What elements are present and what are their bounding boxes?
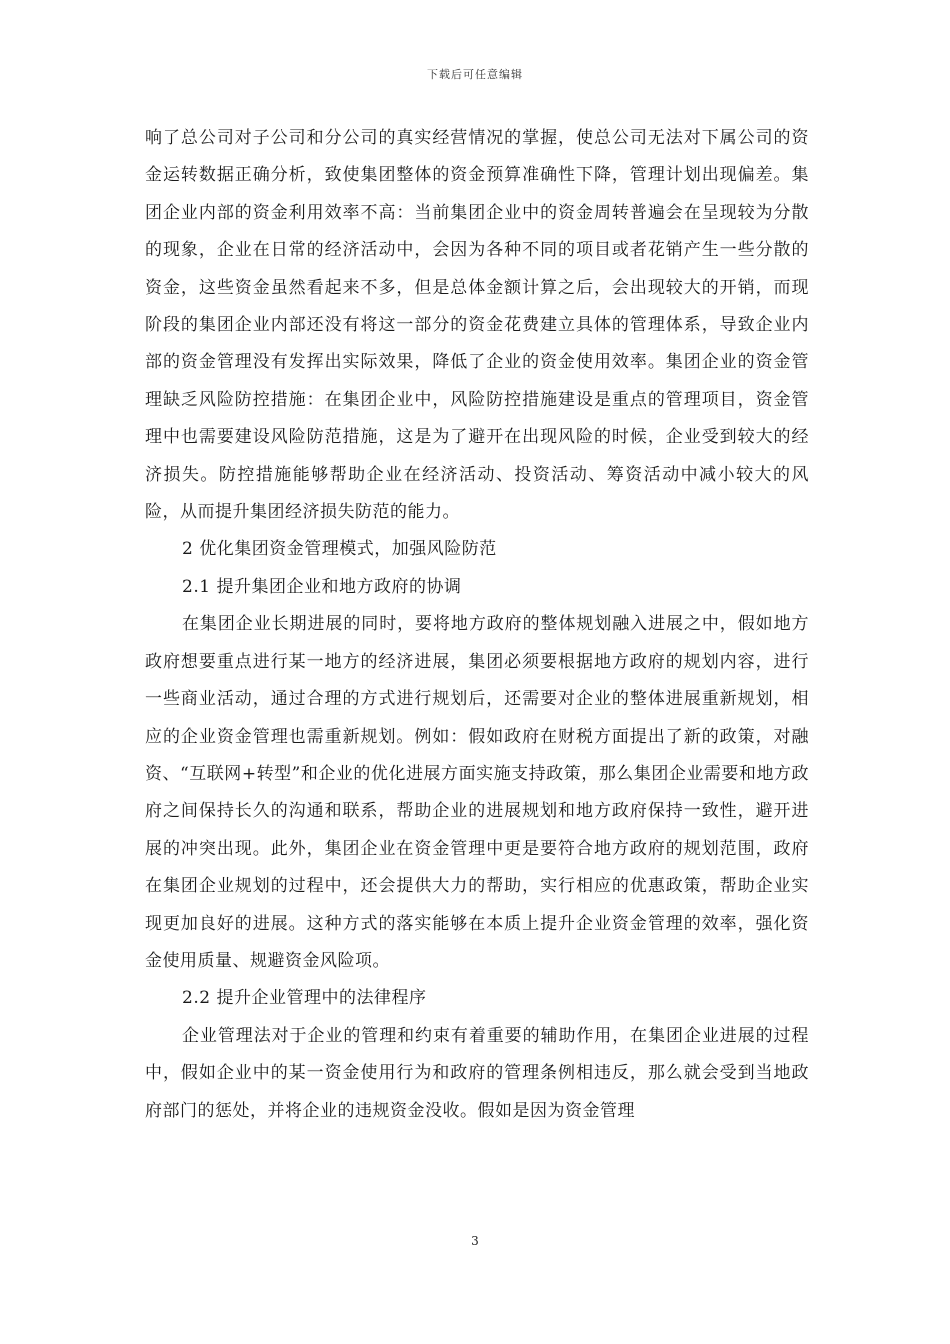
paragraph-1: 响了总公司对子公司和分公司的真实经营情况的掌握，使总公司无法对下属公司的资金运转数据正确分析，致使集团整体的资金预算准确性下降，管理计划出现偏差。集团企业内部的资金利用效率不高：当前集团企业中的资金周转普遍会在呈现较为分散的现象，企业在日常的经济活动中，会因为各种不同的项目或者花销产生一些分散的资金，这些资金虽然看起来不多，但是总体金额计算之后，会出现较大的开销，而现阶段的集团企业内部还没有将这一部分的资金花费建立具体的管理体系，导致企业内部的资金管理没有发挥出实际效果，降低了企业的资金使用效率。集团企业的资金管理缺乏风险防控措施：在集团企业中，风险防控措施建设是重点的管理项目，资金管理中也需要建设风险防范措施，这是为了避开在出现风险的时候，企业受到较大的经济损失。防控措施能够帮助企业在经济活动、投资活动、筹资活动中减小较大的风险，从而提升集团经济损失防范的能力。: [145, 128, 809, 523]
page-header: 下载后可任意编辑: [427, 68, 523, 81]
paragraph-2: 在集团企业长期进展的同时，要将地方政府的整体规划融入进展之中，假如地方政府想要重点进行某一地方的经济进展，集团必须要根据地方政府的规划内容，进行一些商业活动，通过合理的方式进行规划后，还需要对企业的整体进展重新规划，相应的企业资金管理也需重新规划。例如：假如政府在财税方面提出了新的政策，对融资、“互联网+转型”和企业的优化进展方面实施支持政策，那么集团企业需要和地方政府之间保持长久的沟通和联系，帮助企业的进展规划和地方政府保持一致性，避开进展的冲突出现。此外，集团企业在资金管理中更是要符合地方政府的规划范围，政府在集团企业规划的过程中，还会提供大力的帮助，实行相应的优惠政策，帮助企业实现更加良好的进展。这种方式的落实能够在本质上提升企业资金管理的效率，强化资金使用质量、规避资金风险项。: [145, 614, 809, 971]
document-body: [145, 120, 809, 1130]
section-heading-2: 2 优化集团资金管理模式，加强风险防范: [182, 539, 497, 560]
section-heading-2-2: 2.2 提升企业管理中的法律程序: [182, 988, 427, 1009]
section-heading-2-1: 2.1 提升集团企业和地方政府的协调: [182, 576, 462, 597]
paragraph-3: 企业管理法对于企业的管理和约束有着重要的辅助作用，在集团企业进展的过程中，假如企业中的某一资金使用行为和政府的管理条例相违反，那么就会受到当地政府部门的惩处，并将企业的违规资金没收。假如是因为资金管理: [145, 1025, 809, 1121]
page-number: 3: [471, 1234, 479, 1248]
